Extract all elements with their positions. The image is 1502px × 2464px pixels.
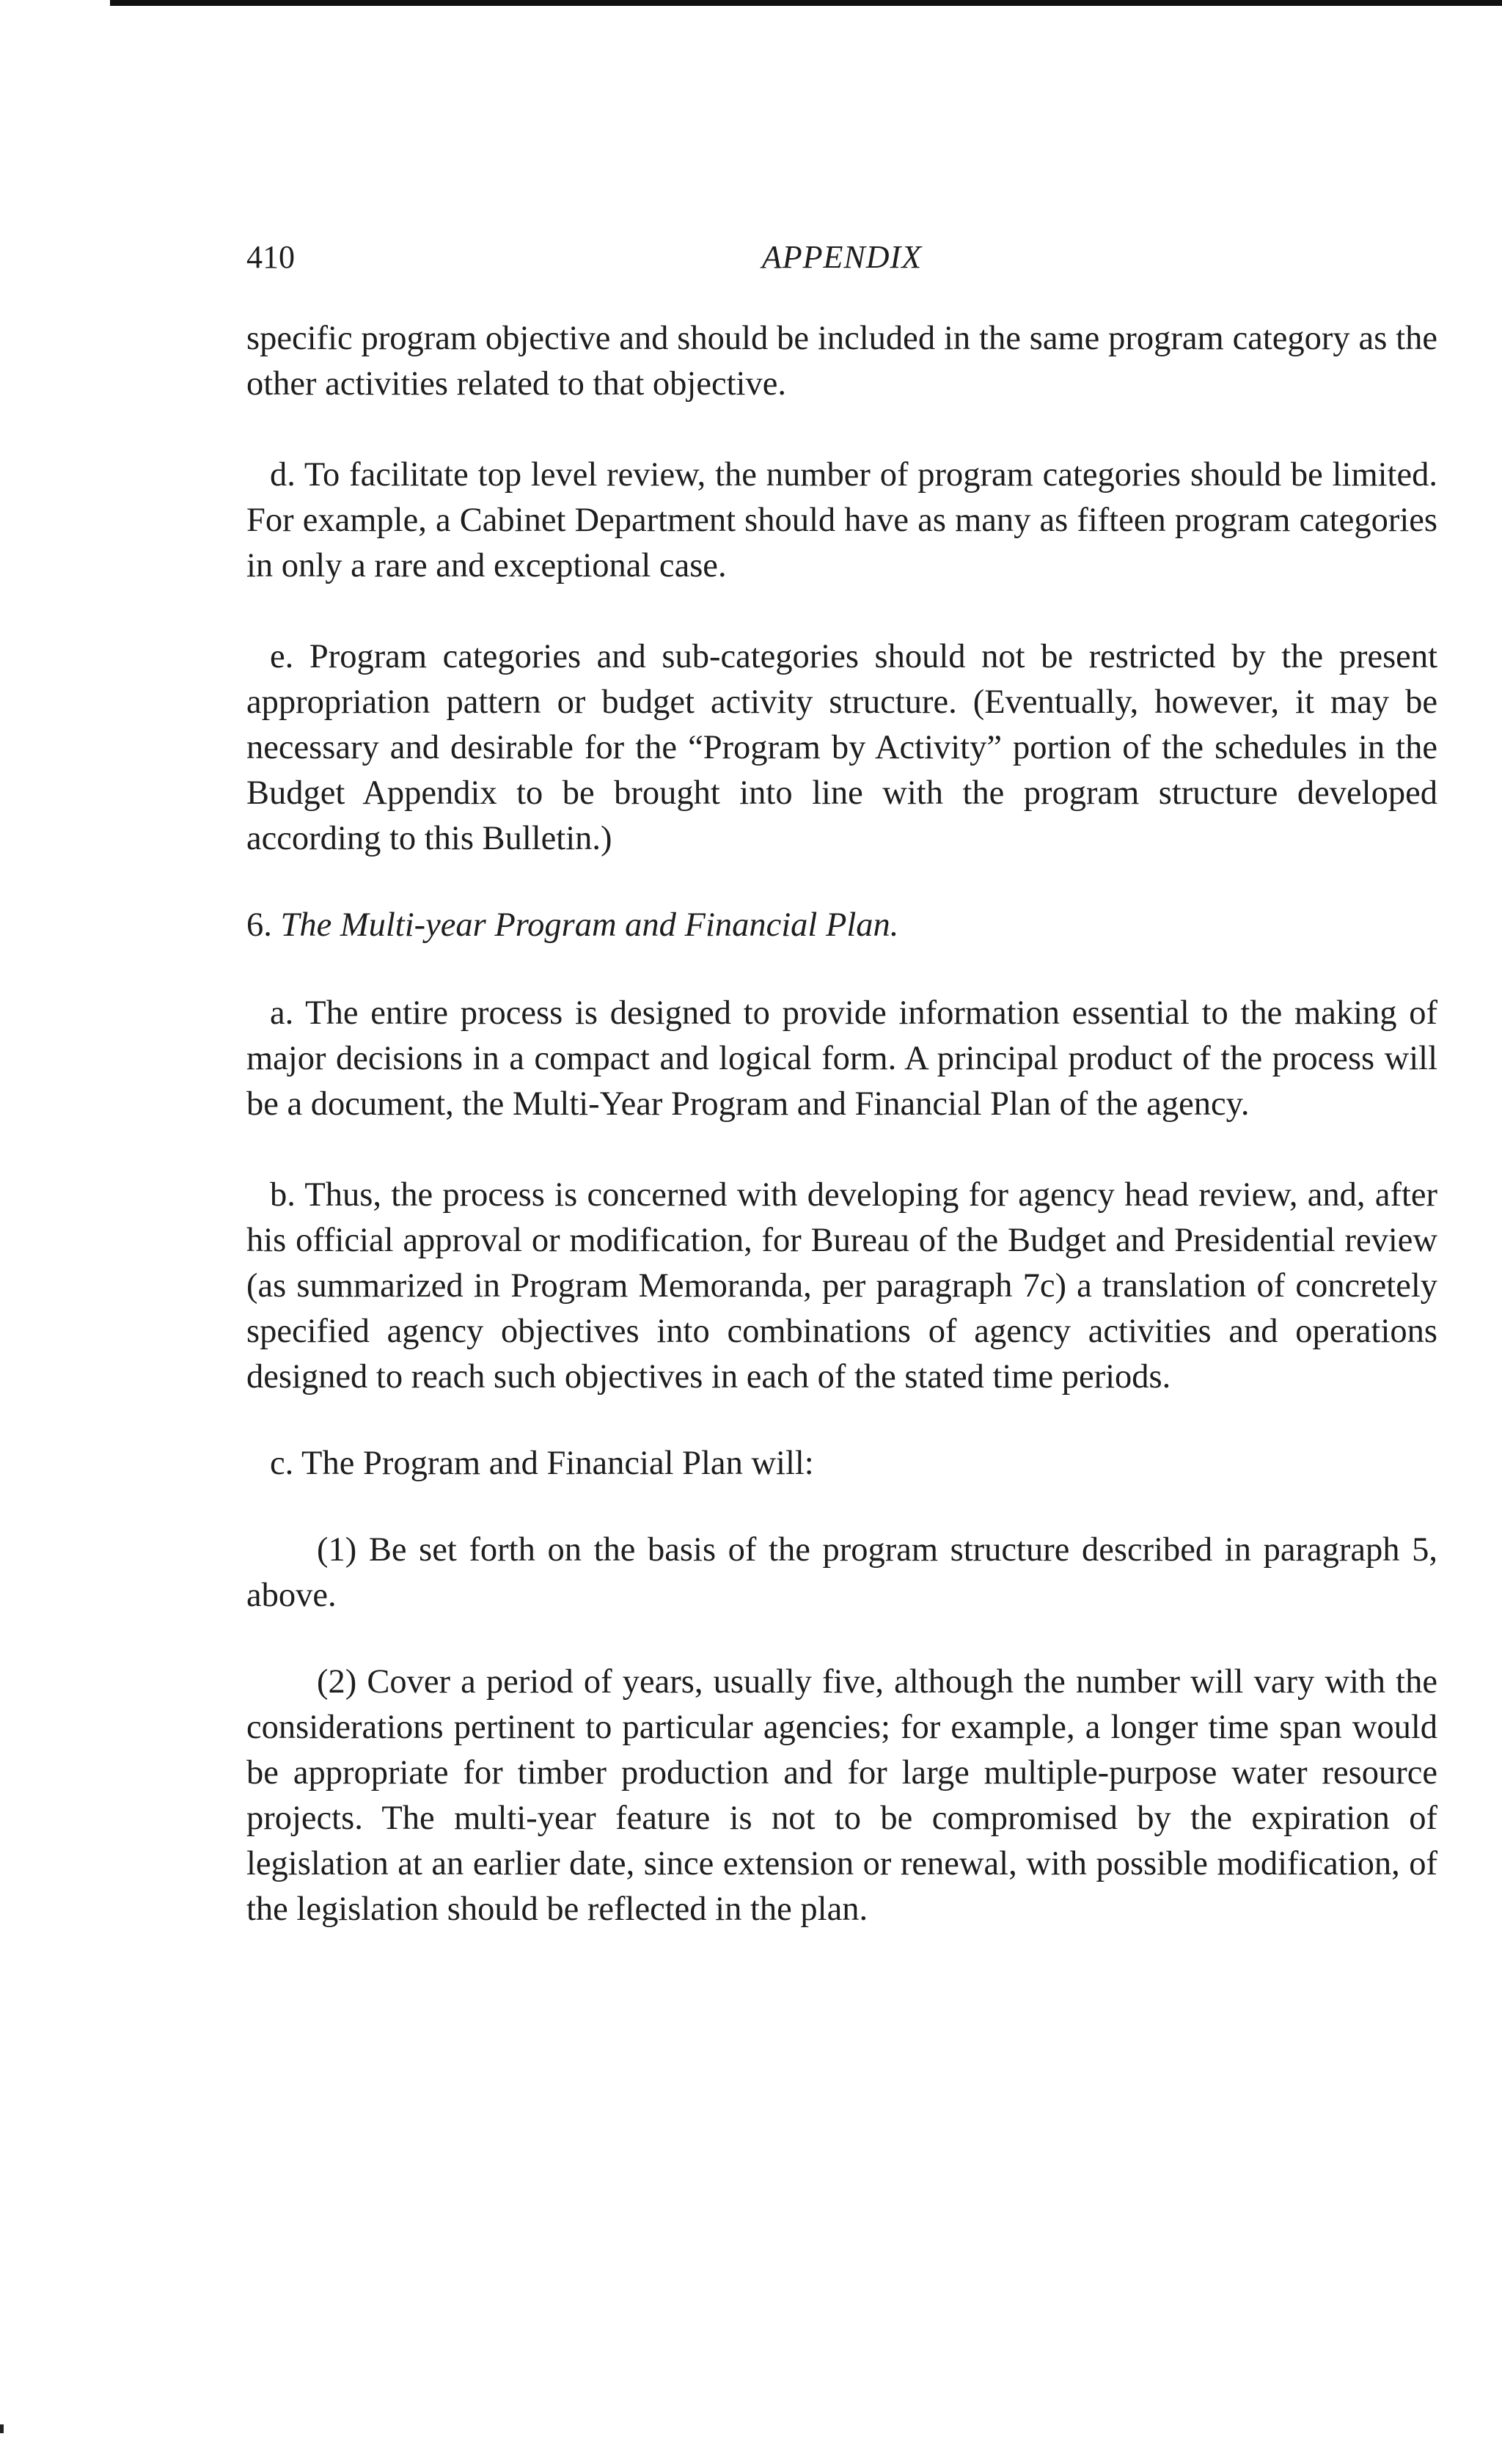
paragraph-6b: b. Thus, the process is concerned with developing for agency head review, and, after his official approval or modification, for Bureau of the Budget and Presidential review (as summarized in Program Memoranda, per paragraph 7c) a translation of concretely specified agency objectives into combinations of agency activities and operations designed to reach such objectives in each of the stated time periods. <box>246 1176 1437 1396</box>
paragraph-6c-2: (2) Cover a period of years, usually five, although the number will vary with the considerations pertinent to particular agencies; for example, a longer time span would be appropriate for timber production and for large multiple-purpose water resource projects. The multi-year feature is not to be compromised by the expiration of legislation at an earlier date, since extension or renewal, with possible modification, of the legislation should be reflected in the plan. <box>246 1663 1437 1928</box>
section-6-number: 6. <box>246 906 281 944</box>
running-header <box>246 238 1437 290</box>
paragraph-d: d. To facilitate top level review, the number of program categories should be limited. For example, a Cabinet Department should have as many as fifteen program categories in only a rare and exceptional case. <box>246 456 1437 584</box>
top-border-rule <box>110 0 1502 6</box>
section-6-heading <box>246 903 1437 948</box>
paragraph-e: e. Program categories and sub-categories should not be restricted by the present appropriation pattern or budget activity structure. (Eventually, however, it may be necessary and desirable for the “Program by Activity” portion of the schedules in the Budget Appendix to be brought into line with the program structure developed according to this Bulletin.) <box>246 638 1437 857</box>
paragraph-6c-1: (1) Be set forth on the basis of the program structure described in paragraph 5, above. <box>246 1531 1437 1614</box>
paragraph-6c: c. The Program and Financial Plan will: <box>270 1445 814 1482</box>
paragraph-continued: specific program objective and should be included in the same program category as the other activities related to that objective. <box>246 320 1437 403</box>
scan-margin-mark <box>0 2424 4 2433</box>
paragraph-6a: a. The entire process is designed to provide information essential to the making of major decisions in a compact and logical form. A principal product of the process will be a document, the Multi-Year Program and Financial Plan of the agency. <box>246 994 1437 1123</box>
page-body <box>246 238 1437 1932</box>
page-number: 410 <box>246 239 295 275</box>
section-6-title: The Multi-year Program and Financial Plan. <box>280 906 899 944</box>
header-title: APPENDIX <box>761 239 923 275</box>
